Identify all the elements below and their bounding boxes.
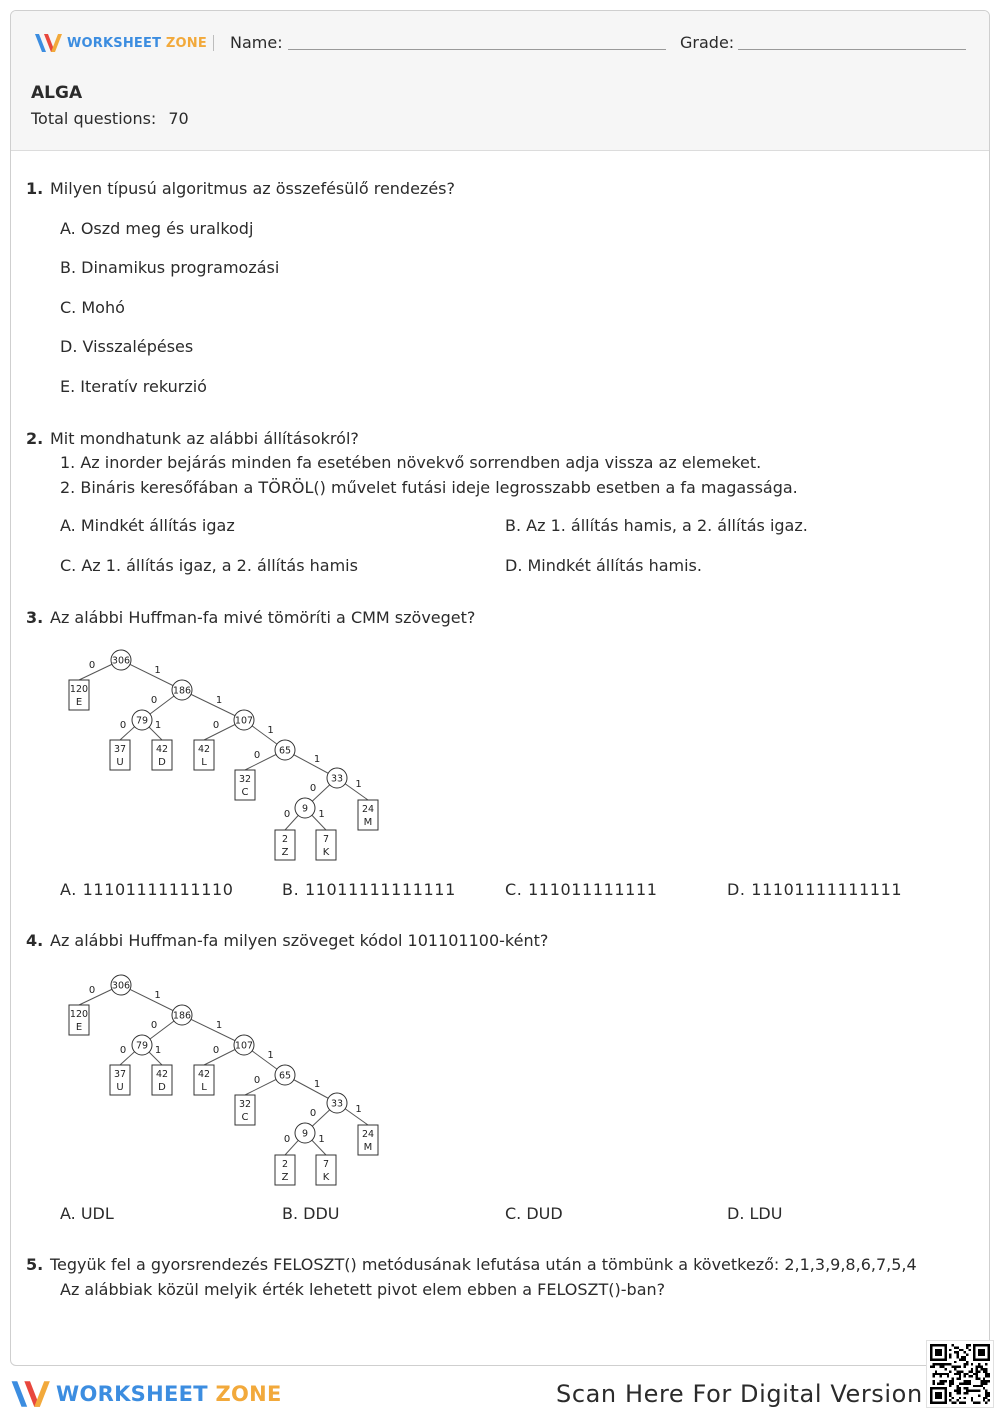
tree-edge-label: 1 xyxy=(313,754,321,765)
q2-option-a[interactable]: A. Mindkét állítás igaz xyxy=(60,516,235,535)
q4-option-b[interactable]: B. DDU xyxy=(282,1204,340,1223)
tree-edge-label: 0 xyxy=(150,1020,158,1031)
tree-edge-label: 0 xyxy=(88,660,96,671)
tree-edge-label: 1 xyxy=(267,725,274,736)
tree-leaf-weight: 42 xyxy=(197,1069,211,1080)
tree-leaf-char: L xyxy=(201,757,207,768)
total-questions-value: 70 xyxy=(168,109,189,128)
huffman-tree-figure-q3 xyxy=(50,644,390,864)
tree-leaf-char: K xyxy=(322,1172,330,1183)
question-number: 3. xyxy=(26,608,44,627)
tree-leaf-char: U xyxy=(116,757,124,768)
q2-option-c[interactable]: C. Az 1. állítás igaz, a 2. állítás hamis xyxy=(60,556,358,575)
tree-leaf-weight: 42 xyxy=(155,1069,169,1080)
tree-leaf-char: M xyxy=(363,817,373,828)
question-number: 2. xyxy=(26,429,44,448)
q1-option-e[interactable]: E. Iteratív rekurzió xyxy=(60,377,207,396)
brand-logo xyxy=(33,31,207,55)
tree-edge-label: 1 xyxy=(355,779,362,790)
q2-option-d[interactable]: D. Mindkét állítás hamis. xyxy=(505,556,702,575)
tree-leaf-weight: 2 xyxy=(281,1159,289,1170)
huffman-tree-diagram xyxy=(50,969,390,1189)
tree-internal-node-weight: 65 xyxy=(278,745,292,757)
tree-edge-label: 1 xyxy=(313,1079,321,1090)
footer-brand-word-1: WORKSHEET xyxy=(56,1382,208,1406)
tree-edge-label: 1 xyxy=(215,695,223,706)
grade-field-line[interactable] xyxy=(738,49,966,50)
q3-option-b[interactable]: B. 11011111111111 xyxy=(282,880,456,899)
tree-leaf-weight: 42 xyxy=(155,744,169,755)
tree-leaf-char: C xyxy=(241,787,249,798)
tree-edge-label: 0 xyxy=(119,1045,127,1056)
q4-option-a[interactable]: A. UDL xyxy=(60,1204,114,1223)
grade-label: Grade: xyxy=(680,33,735,52)
tree-leaf-weight: 32 xyxy=(238,774,252,785)
tree-internal-node-weight: 306 xyxy=(111,655,131,667)
tree-leaf-char: Z xyxy=(281,847,289,858)
tree-edge-label: 1 xyxy=(215,1020,223,1031)
question-number: 1. xyxy=(26,179,44,198)
tree-internal-node-weight: 107 xyxy=(234,715,254,727)
tree-edge-label: 1 xyxy=(154,665,161,676)
tree-edge-label: 1 xyxy=(318,809,325,820)
tree-leaf-weight: 7 xyxy=(322,1159,330,1170)
tree-edge-label: 0 xyxy=(283,1134,291,1145)
question-2 xyxy=(26,426,359,451)
tree-leaf-char: C xyxy=(241,1112,249,1123)
tree-internal-node-weight: 9 xyxy=(301,803,309,815)
tree-edge-label: 1 xyxy=(154,990,161,1001)
question-number: 4. xyxy=(26,931,44,950)
q2-statement-2: 2. Bináris keresőfában a TÖRÖL() művelet futási ideje legrosszabb esetben a fa magassága. xyxy=(60,478,798,497)
question-stem: Mit mondhatunk az alábbi állításokról? xyxy=(50,429,359,448)
brand-wordmark xyxy=(67,36,207,51)
q3-option-c[interactable]: C. 111011111111 xyxy=(505,880,658,899)
tree-edge-label: 1 xyxy=(154,720,162,731)
tree-internal-node-weight: 186 xyxy=(172,685,192,697)
question-3 xyxy=(26,605,475,630)
brand-word-1: WORKSHEET xyxy=(67,35,162,51)
footer-brand-wordmark xyxy=(56,1382,282,1406)
tree-edge-label: 1 xyxy=(318,1134,325,1145)
tree-internal-node-weight: 306 xyxy=(111,980,131,992)
tree-edge-label: 0 xyxy=(253,750,261,761)
tree-leaf-char: D xyxy=(158,1082,166,1093)
total-questions-label: Total questions: xyxy=(31,109,157,128)
footer-brand-word-2: ZONE xyxy=(215,1382,282,1406)
tree-edge-label: 0 xyxy=(212,1045,220,1056)
tree-leaf-weight: 32 xyxy=(238,1099,252,1110)
tree-leaf-char: U xyxy=(116,1082,124,1093)
q1-option-c[interactable]: C. Mohó xyxy=(60,298,125,317)
tree-leaf-char: E xyxy=(75,697,83,708)
tree-internal-node-weight: 33 xyxy=(330,773,344,785)
q3-option-d[interactable]: D. 11101111111111 xyxy=(727,880,903,899)
name-label: Name: xyxy=(230,33,283,52)
tree-leaf-weight: 37 xyxy=(113,1069,127,1080)
total-questions xyxy=(31,109,189,128)
tree-edge-label: 0 xyxy=(119,720,127,731)
name-field-line[interactable] xyxy=(288,49,666,50)
tree-edge-label: 0 xyxy=(150,695,158,706)
tree-leaf-char: E xyxy=(75,1022,83,1033)
tree-edge-label: 0 xyxy=(253,1075,261,1086)
question-stem: Tegyük fel a gyorsrendezés FELOSZT() metódusának lefutása után a tömbünk a következő: 2,1,3,9,8,6,7,5,4 xyxy=(50,1255,917,1274)
tree-edge-label: 1 xyxy=(267,1050,274,1061)
tree-leaf-weight: 120 xyxy=(69,1009,89,1020)
tree-internal-node-weight: 65 xyxy=(278,1070,292,1082)
tree-edge-label: 0 xyxy=(88,985,96,996)
tree-edge-label: 0 xyxy=(309,783,317,794)
tree-leaf-weight: 42 xyxy=(197,744,211,755)
tree-internal-node-weight: 79 xyxy=(135,715,149,727)
brand-word-2: ZONE xyxy=(165,35,207,51)
tree-edge-label: 1 xyxy=(154,1045,162,1056)
huffman-tree-diagram xyxy=(50,644,390,864)
question-stem: Az alábbi Huffman-fa mivé tömöríti a CMM szöveget? xyxy=(50,608,476,627)
tree-edge-label: 0 xyxy=(283,809,291,820)
tree-leaf-char: Z xyxy=(281,1172,289,1183)
tree-leaf-char: K xyxy=(322,847,330,858)
question-1 xyxy=(26,176,455,201)
header-separator xyxy=(213,35,214,51)
huffman-tree-figure-q4 xyxy=(50,969,390,1189)
tree-edge-label: 0 xyxy=(309,1108,317,1119)
question-stem: Milyen típusú algoritmus az összefésülő rendezés? xyxy=(50,179,455,198)
tree-internal-node-weight: 186 xyxy=(172,1010,192,1022)
tree-leaf-weight: 7 xyxy=(322,834,330,845)
tree-internal-node-weight: 107 xyxy=(234,1040,254,1052)
question-stem: Az alábbi Huffman-fa milyen szöveget kódol 101101100-ként? xyxy=(50,931,549,950)
question-5 xyxy=(26,1252,917,1277)
question-4 xyxy=(26,928,548,953)
tree-leaf-weight: 24 xyxy=(361,804,375,815)
q2-statement-1: 1. Az inorder bejárás minden fa esetében növekvő sorrendben adja vissza az elemeket. xyxy=(60,453,762,472)
q4-option-d[interactable]: D. LDU xyxy=(727,1204,783,1223)
worksheet-zone-logo-icon xyxy=(33,31,63,55)
qr-code-pattern xyxy=(930,1344,990,1404)
tree-leaf-weight: 37 xyxy=(113,744,127,755)
tree-leaf-weight: 2 xyxy=(281,834,289,845)
footer-brand-logo xyxy=(8,1376,282,1412)
tree-leaf-weight: 24 xyxy=(361,1129,375,1140)
q1-option-b[interactable]: B. Dinamikus programozási xyxy=(60,258,280,277)
scan-digital-version-text: Scan Here For Digital Version xyxy=(556,1380,923,1408)
q5-line-2: Az alábbiak közül melyik érték lehetett pivot elem ebben a FELOSZT()-ban? xyxy=(60,1280,666,1299)
question-number: 5. xyxy=(26,1255,44,1274)
q2-option-b[interactable]: B. Az 1. állítás hamis, a 2. állítás igaz. xyxy=(505,516,808,535)
q4-option-c[interactable]: C. DUD xyxy=(505,1204,563,1223)
tree-leaf-weight: 120 xyxy=(69,684,89,695)
worksheet-header xyxy=(11,11,989,151)
tree-edge-label: 0 xyxy=(212,720,220,731)
worksheet-title: ALGA xyxy=(31,83,83,103)
tree-internal-node-weight: 33 xyxy=(330,1098,344,1110)
tree-leaf-char: D xyxy=(158,757,166,768)
tree-internal-node-weight: 79 xyxy=(135,1040,149,1052)
qr-code-icon[interactable] xyxy=(926,1340,994,1408)
tree-internal-node-weight: 9 xyxy=(301,1128,309,1140)
tree-leaf-char: M xyxy=(363,1142,373,1153)
worksheet-zone-logo-icon xyxy=(8,1377,52,1411)
q3-option-a[interactable]: A. 11101111111110 xyxy=(60,880,234,899)
tree-edge-label: 1 xyxy=(355,1104,362,1115)
tree-leaf-char: L xyxy=(201,1082,207,1093)
q1-option-a[interactable]: A. Oszd meg és uralkodj xyxy=(60,219,254,238)
q1-option-d[interactable]: D. Visszalépéses xyxy=(60,337,194,356)
